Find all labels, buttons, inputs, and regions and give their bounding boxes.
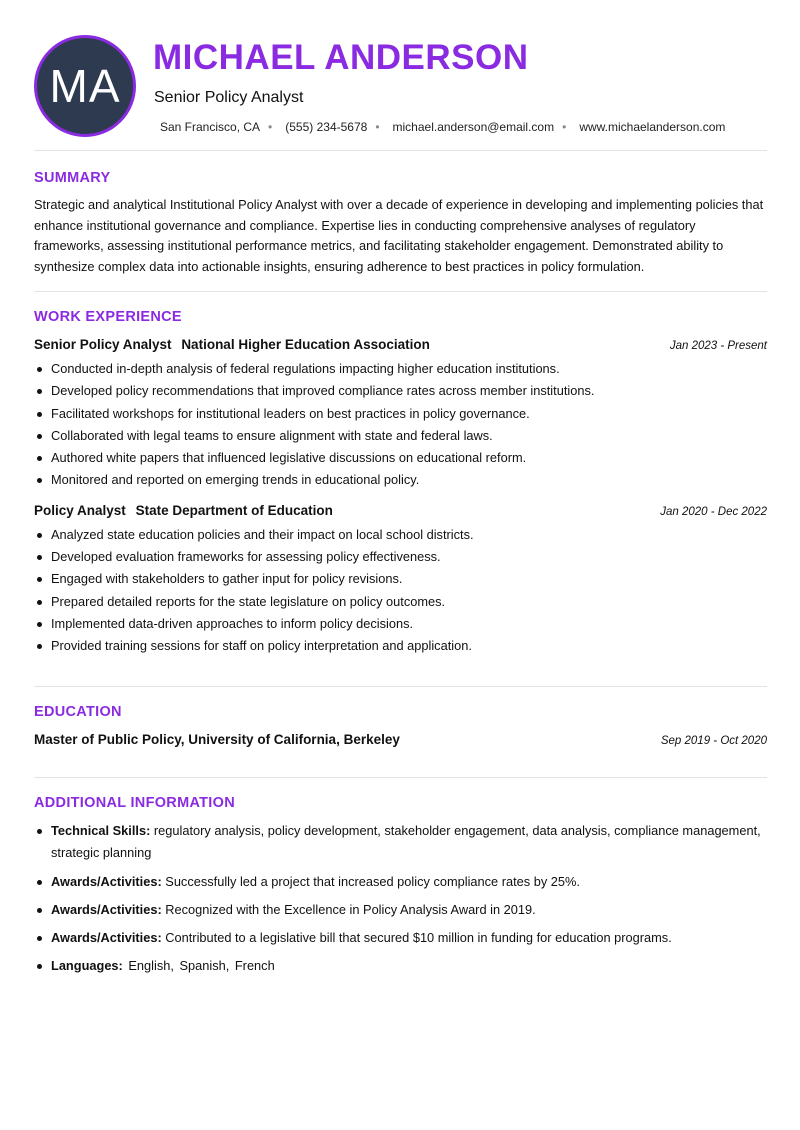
job-bullet-list bbox=[34, 524, 767, 658]
item-text: Successfully led a project that increased policy compliance rates by 25%. bbox=[165, 873, 580, 889]
item-label: Technical Skills: bbox=[51, 823, 151, 838]
item-label: Awards/Activities: bbox=[51, 901, 162, 917]
work-experience-heading: WORK EXPERIENCE bbox=[34, 309, 182, 325]
education-section bbox=[34, 704, 767, 747]
additional-info-list bbox=[34, 820, 767, 978]
job-entry bbox=[34, 337, 767, 492]
education-degree: Master of Public Policy, University of California, Berkeley bbox=[34, 732, 400, 747]
avatar-initials: MA bbox=[49, 60, 121, 112]
contact-phone: (555) 234-5678 bbox=[285, 120, 368, 134]
additional-info-section bbox=[34, 795, 767, 984]
job-header bbox=[34, 503, 767, 518]
list-item: Monitored and reported on emerging trends in educational policy. bbox=[34, 469, 767, 491]
item-label: Awards/Activities: bbox=[51, 930, 162, 946]
list-item: Collaborated with legal teams to ensure alignment with state and federal laws. bbox=[34, 425, 767, 447]
item-text: Contributed to a legislative bill that secured $10 million in funding for education programs. bbox=[165, 930, 672, 946]
item-label: Awards/Activities: bbox=[51, 873, 162, 889]
job-bullet-list bbox=[34, 358, 767, 492]
divider bbox=[34, 291, 767, 292]
additional-info-heading: ADDITIONAL INFORMATION bbox=[34, 795, 235, 811]
language: Spanish, bbox=[179, 958, 230, 974]
education-entry bbox=[34, 732, 767, 747]
divider bbox=[34, 777, 767, 778]
language: French bbox=[234, 958, 275, 974]
list-item: Prepared detailed reports for the state legislature on policy outcomes. bbox=[34, 591, 767, 613]
list-item: Implemented data-driven approaches to inform policy decisions. bbox=[34, 613, 767, 635]
candidate-role: Senior Policy Analyst bbox=[154, 89, 304, 106]
list-item: Analyzed state education policies and their impact on local school districts. bbox=[34, 524, 767, 546]
contact-website[interactable]: www.michaelanderson.com bbox=[579, 120, 726, 134]
list-item: Engaged with stakeholders to gather input for policy revisions. bbox=[34, 568, 767, 590]
job-header bbox=[34, 337, 767, 352]
languages-item bbox=[34, 955, 767, 977]
item-text: Recognized with the Excellence in Policy Analysis Award in 2019. bbox=[165, 901, 536, 917]
job-company: National Higher Education Association bbox=[181, 337, 430, 352]
job-position: Policy Analyst bbox=[34, 502, 126, 518]
list-item bbox=[34, 927, 767, 949]
work-experience-section bbox=[34, 309, 767, 658]
divider bbox=[34, 150, 767, 151]
job-dates: Jan 2020 - Dec 2022 bbox=[660, 505, 767, 518]
list-item: Developed evaluation frameworks for assessing policy effectiveness. bbox=[34, 546, 767, 568]
list-item: Developed policy recommendations that improved compliance rates across member institutions. bbox=[34, 380, 767, 402]
divider bbox=[34, 686, 767, 687]
avatar bbox=[34, 35, 136, 137]
item-text: regulatory analysis, policy development, stakeholder engagement, data analysis, compliance management, strategic planning bbox=[51, 823, 761, 861]
list-item bbox=[34, 899, 767, 921]
contact-location: San Francisco, CA bbox=[160, 120, 261, 134]
job-company: State Department of Education bbox=[135, 502, 333, 518]
list-item bbox=[34, 820, 767, 865]
list-item bbox=[34, 871, 767, 893]
job-position: Senior Policy Analyst bbox=[34, 337, 172, 352]
summary-section bbox=[34, 170, 767, 277]
resume-header bbox=[0, 0, 800, 150]
contact-email[interactable]: michael.anderson@email.com bbox=[392, 120, 555, 134]
job-dates: Jan 2023 - Present bbox=[669, 340, 767, 352]
bullet-separator-icon: • bbox=[562, 120, 567, 134]
list-item: Authored white papers that influenced legislative discussions on educational reform. bbox=[34, 447, 767, 469]
candidate-name: MICHAEL ANDERSON bbox=[153, 38, 529, 77]
education-dates: Sep 2019 - Oct 2020 bbox=[660, 735, 767, 747]
list-item: Facilitated workshops for institutional leaders on best practices in policy governance. bbox=[34, 403, 767, 425]
list-item: Conducted in-depth analysis of federal regulations impacting higher education institutions. bbox=[34, 358, 767, 380]
bullet-separator-icon: • bbox=[375, 120, 380, 134]
job-entry bbox=[34, 503, 767, 658]
education-heading: EDUCATION bbox=[34, 704, 122, 720]
contact-bar bbox=[160, 120, 725, 134]
languages-label: Languages: bbox=[51, 958, 123, 974]
language: English, bbox=[128, 958, 174, 974]
list-item: Provided training sessions for staff on policy interpretation and application. bbox=[34, 635, 767, 657]
summary-text: Strategic and analytical Institutional Policy Analyst with over a decade of experience in developing and implementing policies that enhance institutional governance and compliance. Expertise lies in conducting comprehensive analyses of regulatory frameworks, assessing institutional performance metrics, and facilitating stakeholder engagement. Demonstrated ability to synthesize complex data into actionable insights, ensuring adherence to best practices in policy formulation. bbox=[34, 197, 764, 274]
bullet-separator-icon: • bbox=[268, 120, 273, 134]
summary-heading: SUMMARY bbox=[34, 170, 111, 186]
